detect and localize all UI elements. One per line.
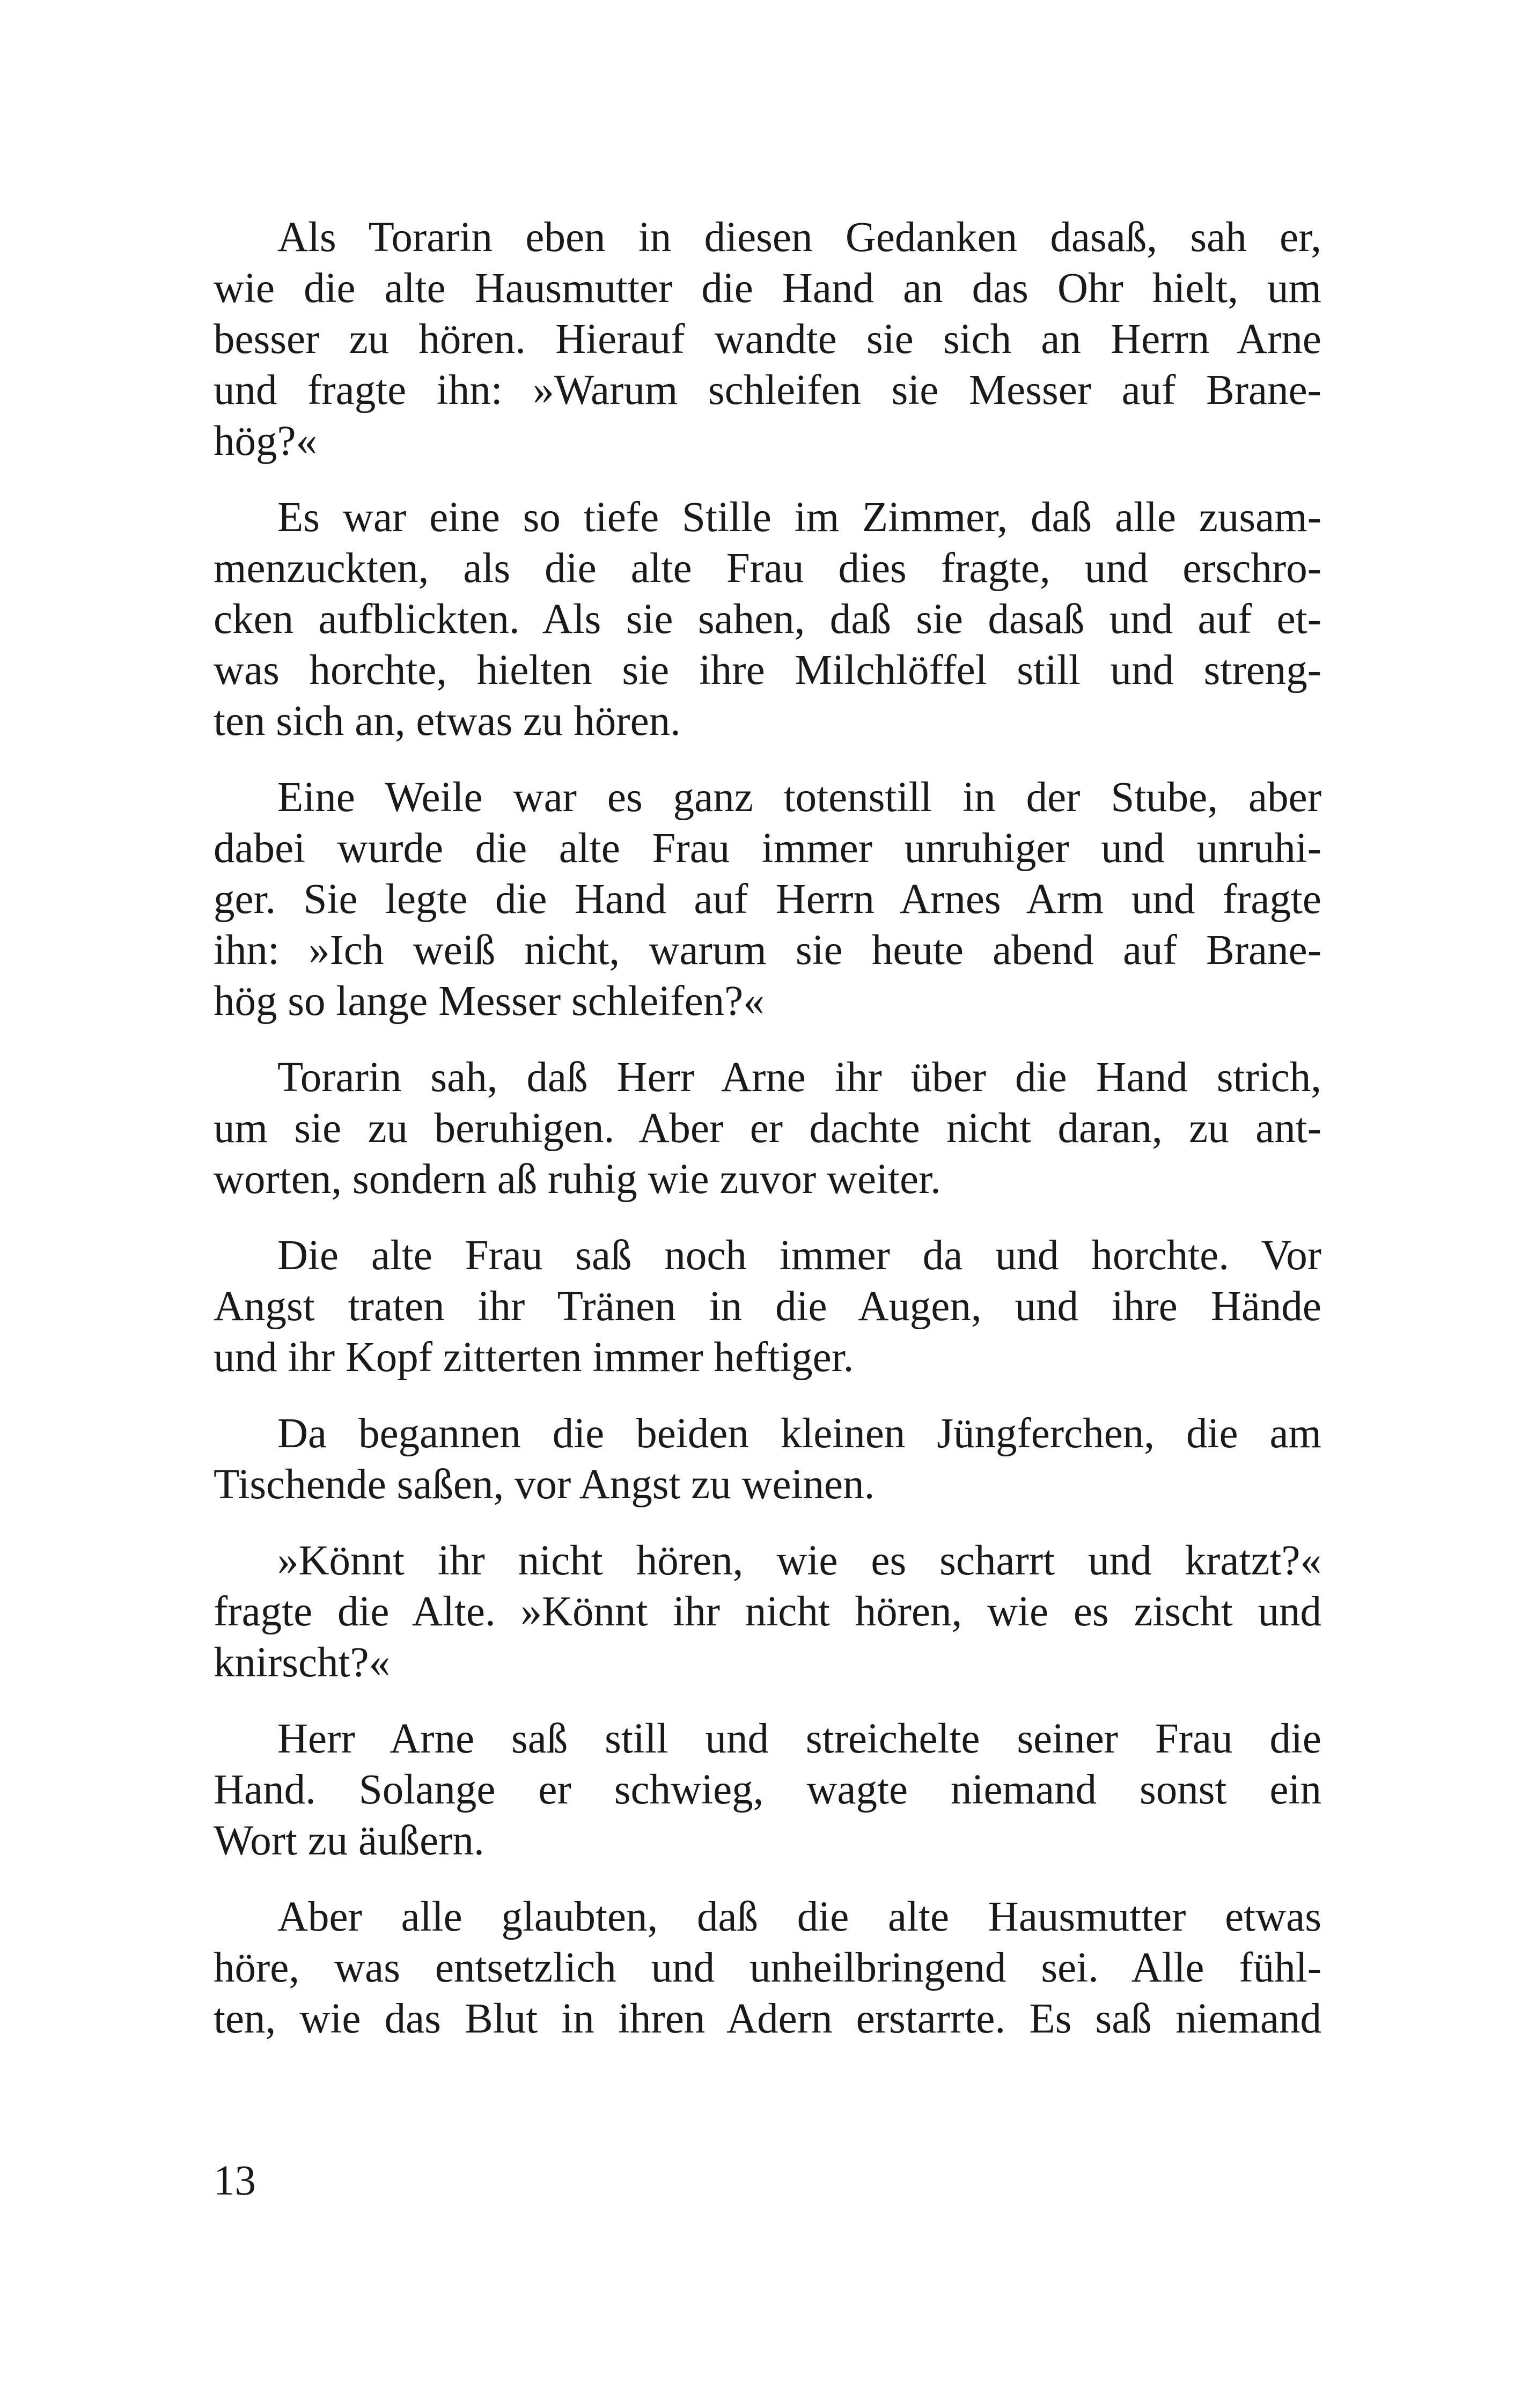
paragraph bbox=[214, 772, 1321, 1027]
text-line: fragte die Alte. »Könnt ihr nicht hören, wie es zischt und bbox=[214, 1588, 1321, 1635]
text-line: hög so lange Messer schleifen?« bbox=[214, 978, 765, 1025]
text-line: Da begannen die beiden kleinen Jüngferchen, die am bbox=[277, 1410, 1321, 1457]
text-line: Als Torarin eben in diesen Gedanken dasaß, sah er, bbox=[277, 214, 1321, 261]
text-line: Die alte Frau saß noch immer da und horchte. Vor bbox=[277, 1232, 1321, 1279]
text-line: worten, sondern aß ruhig wie zuvor weiter. bbox=[214, 1156, 941, 1203]
text-line: knirscht?« bbox=[214, 1639, 391, 1686]
text-line: Wort zu äußern. bbox=[214, 1817, 484, 1864]
text-line: Hand. Solange er schwieg, wagte niemand sonst ein bbox=[214, 1766, 1321, 1813]
text-line: hög?« bbox=[214, 418, 318, 465]
text-line: Es war eine so tiefe Stille im Zimmer, daß alle zusam- bbox=[277, 494, 1321, 541]
text-line: höre, was entsetzlich und unheilbringend sei. Alle fühl- bbox=[214, 1945, 1321, 1991]
text-line: Angst traten ihr Tränen in die Augen, und ihre Hände bbox=[214, 1283, 1321, 1330]
paragraph bbox=[214, 1891, 1321, 2044]
text-line: ihn: »Ich weiß nicht, warum sie heute abend auf Brane- bbox=[214, 927, 1321, 974]
text-line: wie die alte Hausmutter die Hand an das Ohr hielt, um bbox=[214, 265, 1321, 312]
text-line: dabei wurde die alte Frau immer unruhiger und unruhi- bbox=[214, 825, 1321, 872]
text-line: besser zu hören. Hierauf wandte sie sich an Herrn Arne bbox=[214, 316, 1321, 363]
text-line: Eine Weile war es ganz totenstill in der Stube, aber bbox=[277, 774, 1321, 821]
text-line: Tischende saßen, vor Angst zu weinen. bbox=[214, 1461, 875, 1508]
text-line: Herr Arne saß still und streichelte seiner Frau die bbox=[277, 1715, 1321, 1762]
paragraph bbox=[214, 492, 1321, 747]
body-text bbox=[214, 212, 1321, 2070]
paragraph bbox=[214, 212, 1321, 467]
text-line: ten sich an, etwas zu hören. bbox=[214, 698, 681, 745]
text-line: Torarin sah, daß Herr Arne ihr über die Hand strich, bbox=[277, 1054, 1321, 1101]
text-line: ten, wie das Blut in ihren Adern erstarrte. Es saß niemand bbox=[214, 1995, 1321, 2042]
paragraph bbox=[214, 1408, 1321, 1510]
paragraph bbox=[214, 1713, 1321, 1866]
text-line: cken aufblickten. Als sie sahen, daß sie dasaß und auf et- bbox=[214, 596, 1321, 643]
text-line: was horchte, hielten sie ihre Milchlöffel still und streng- bbox=[214, 647, 1321, 694]
text-line: Aber alle glaubten, daß die alte Hausmutter etwas bbox=[277, 1894, 1321, 1940]
text-line: »Könnt ihr nicht hören, wie es scharrt und kratzt?« bbox=[277, 1537, 1321, 1584]
text-line: ger. Sie legte die Hand auf Herrn Arnes Arm und fragte bbox=[214, 876, 1321, 923]
text-line: um sie zu beruhigen. Aber er dachte nicht daran, zu ant- bbox=[214, 1105, 1321, 1152]
page-number: 13 bbox=[214, 2157, 256, 2204]
text-line: und fragte ihn: »Warum schleifen sie Messer auf Brane- bbox=[214, 367, 1321, 414]
paragraph bbox=[214, 1230, 1321, 1383]
paragraph bbox=[214, 1052, 1321, 1205]
text-line: menzuckten, als die alte Frau dies fragte, und erschro- bbox=[214, 545, 1321, 592]
text-line: und ihr Kopf zitterten immer heftiger. bbox=[214, 1334, 854, 1381]
paragraph bbox=[214, 1535, 1321, 1688]
